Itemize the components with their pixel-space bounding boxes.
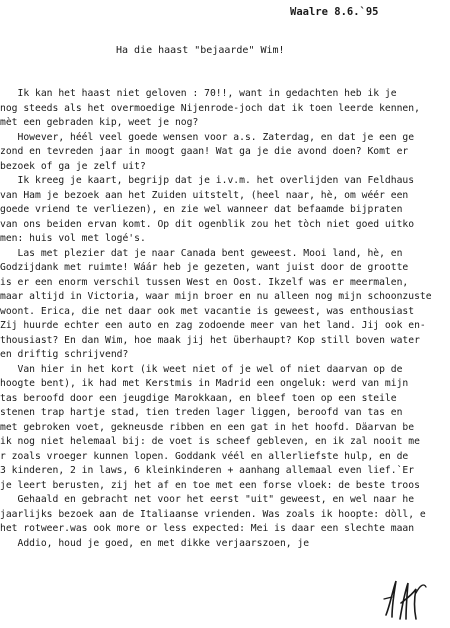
- letter-line: nog steeds als het overmoedige Nijenrode-joch dat ik toen leerde kennen,: [0, 102, 420, 114]
- letter-line: Ik kreeg je kaart, begrijp dat je i.v.m. het overlijden van Feldhaus: [0, 175, 415, 186]
- letter-line: ik nog niet helemaal bij: de voet is scheef gebleven, en ik zal nooit me: [0, 436, 420, 447]
- letter-line: bezoek of ga je zelf uit?: [0, 160, 146, 172]
- letter-line: met gebroken voet, gekneusde ribben en een gat in het hoofd. Däarvan be: [0, 421, 415, 433]
- letter-line: men: huis vol met logé's.: [0, 233, 146, 244]
- letter-line: van Ham je bezoek aan het Zuiden uitstelt, (heel naar, hè, om wéér een: [0, 189, 409, 201]
- letter-line: tas beroofd door een jeugdige Marokkaan, en bleef toen op een steile: [0, 392, 397, 404]
- letter-line: Gehaald en gebracht net voor het eerst "uit" geweest, en wel naar he: [0, 494, 415, 505]
- letter-line: stenen trap hartje stad, tien treden lager liggen, beroofd van tas en: [0, 407, 403, 418]
- letter-line: Las met plezier dat je naar Canada bent geweest. Mooi land, hè, en: [0, 247, 403, 259]
- letter-line: is er een enorm verschil tussen West en Oost. Ikzelf was er meermalen,: [0, 276, 409, 288]
- letter-dateline: Waalre 8.6.`95: [290, 6, 379, 18]
- letter-line: Van hier in het kort (ik weet niet of je wel of niet daarvan op de: [0, 363, 403, 375]
- letter-line: zond en tevreden jaar in moogt gaan! Wat ga je die avond doen? Komt er: [0, 146, 409, 157]
- letter-line: en driftig schrijvend?: [0, 349, 129, 360]
- handwritten-signature: [380, 575, 432, 623]
- letter-line: jaarlijks bezoek aan de Italiaanse vrienden. Was zoals ik hoopte: dòll, e: [0, 508, 426, 520]
- letter-line: Ik kan het haast niet geloven : 70!!, want in gedachten heb ik je: [0, 88, 397, 99]
- letter-line: goede vriend te verliezen), en zie wel wanneer dat befaamde bijpraten: [0, 204, 403, 215]
- letter-line: maar altijd in Victoria, waar mijn broer en nu alleen nog mijn schoonzuste: [0, 291, 432, 302]
- letter-line: van ons beiden ervan komt. Op dit ogenblik zou het tòch niet goed uitko: [0, 218, 415, 230]
- letter-salutation: Ha die haast "bejaarde" Wim!: [116, 45, 285, 56]
- letter-line: woont. Erica, die net daar ook met vacantie is geweest, was enthousiast: [0, 305, 415, 317]
- letter-line: je leert berusten, zij het af en toe met een forse vloek: de beste troos: [0, 479, 420, 491]
- letter-line: 3 kinderen, 2 in laws, 6 kleinkinderen + aanhang allemaal even lief.`Er: [0, 465, 415, 476]
- letter-body: [0, 87, 450, 551]
- letter-line: mèt een gebraden kip, weet je nog?: [0, 117, 199, 128]
- letter-line: r zoals vroeger kunnen lopen. Goddank véél en allerliefste hulp, en de: [0, 450, 409, 462]
- letter-line: Zij huurde echter een auto en zag zodoende meer van het land. Jij ook en-: [0, 320, 426, 331]
- letter-line: hoogte bent), ik had met Kerstmis in Madrid een ongeluk: werd van mijn: [0, 378, 409, 389]
- letter-line: However, héél veel goede wensen voor a.s. Zaterdag, en dat je een ge: [0, 131, 415, 143]
- letter-line: Addio, houd je goed, en met dikke verjaarszoen, je: [0, 537, 310, 549]
- letter-line: het rotweer.was ook more or less expected: Mei is daar een slechte maan: [0, 523, 415, 534]
- letter-line: Godzijdank met ruimte! Wáár heb je gezeten, want juist door de grootte: [0, 262, 409, 273]
- letter-line: thousiast? En dan Wim, hoe maak jij het überhaupt? Kop still boven water: [0, 334, 420, 346]
